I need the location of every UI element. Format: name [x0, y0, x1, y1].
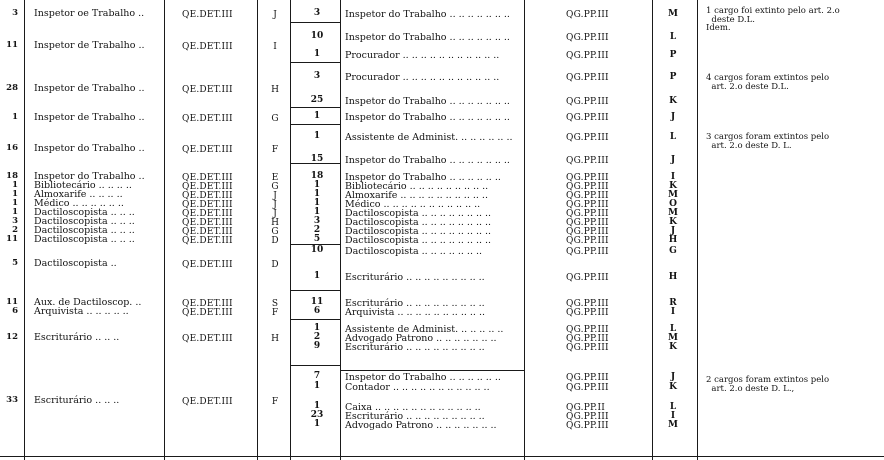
new-reference: QG.PP.III — [566, 236, 609, 246]
new-level: I — [670, 411, 676, 421]
former-level: S — [271, 299, 279, 309]
new-position: Advogado Patrono .. .. .. .. .. .. .. — [345, 420, 497, 431]
new-level: J — [670, 155, 676, 165]
column-rule — [697, 0, 698, 460]
column-rule — [340, 0, 341, 460]
new-quantity: 1 — [313, 323, 321, 333]
former-quantity: 6 — [12, 306, 18, 316]
group-rule — [290, 365, 340, 366]
new-reference: QG.PP.III — [566, 227, 609, 237]
new-quantity: 2 — [313, 225, 321, 235]
former-position: Bibliotecário .. .. .. .. — [34, 180, 132, 191]
new-quantity: 1 — [313, 271, 321, 281]
group-rule — [290, 107, 340, 108]
former-quantity: 1 — [12, 112, 18, 122]
new-position: Escriturário .. .. .. .. .. .. .. .. .. — [345, 411, 485, 422]
former-position: Dactiloscopista .. .. .. — [34, 216, 135, 227]
former-position: Almoxarife .. .. .. .. — [34, 189, 123, 200]
former-reference: QE.DET.III — [182, 299, 233, 309]
former-level: D — [271, 260, 279, 270]
new-level: M — [668, 190, 678, 200]
former-reference: QE.DET.III — [182, 42, 233, 52]
new-quantity: 23 — [310, 410, 324, 420]
new-position: Escriturário .. .. .. .. .. .. .. .. .. — [345, 342, 485, 353]
new-position: Inspetor do Trabalho .. .. .. .. .. .. .. — [345, 9, 510, 20]
former-position: Médico .. .. .. .. .. .. — [34, 198, 124, 209]
former-level: F — [271, 397, 279, 407]
new-quantity: 3 — [313, 71, 321, 81]
new-position: Dactiloscopista .. .. .. .. .. .. .. .. — [345, 235, 492, 246]
new-position: Contador .. .. .. .. .. .. .. .. .. .. .. — [345, 382, 490, 393]
group-rule — [290, 244, 340, 245]
former-quantity: 1 — [12, 189, 18, 199]
new-position: Assistente de Administ. .. .. .. .. .. .. — [345, 132, 513, 143]
former-level: E — [271, 173, 279, 183]
former-level: H — [271, 334, 279, 344]
new-quantity: 1 — [313, 381, 321, 391]
observation-note: 2 cargos foram extintos pelo art. 2.o deste D. L., — [706, 375, 830, 394]
new-quantity: 9 — [313, 341, 321, 351]
new-reference: QG.PP.III — [566, 156, 609, 166]
former-reference: QE.DET.III — [182, 397, 233, 407]
new-position: Almoxarife .. .. .. .. .. .. .. .. .. .. — [345, 190, 488, 201]
new-level: K — [669, 217, 677, 227]
new-quantity: 1 — [313, 189, 321, 199]
former-quantity: 12 — [6, 332, 18, 342]
former-position: Escriturário .. .. .. — [34, 332, 120, 343]
former-reference: QE.DET.III — [182, 227, 233, 237]
former-position: Dactiloscopista .. — [34, 258, 117, 269]
new-level: M — [668, 333, 678, 343]
observation-note: 1 cargo foi extinto pelo art. 2.o deste D.L. Idem. — [706, 6, 840, 33]
former-reference: QE.DET.III — [182, 114, 233, 124]
new-quantity: 10 — [310, 245, 324, 255]
new-quantity: 1 — [313, 111, 321, 121]
column-rule — [164, 0, 165, 460]
new-quantity: 11 — [310, 297, 324, 307]
new-reference: QG.PP.III — [566, 383, 609, 393]
new-quantity: 7 — [313, 371, 321, 381]
column-rule — [652, 0, 653, 460]
new-position: Inspetor do Trabalho .. .. .. .. .. .. — [345, 172, 501, 183]
new-position: Caixa .. .. .. .. .. .. .. .. .. .. .. .. — [345, 402, 481, 413]
group-rule — [340, 370, 524, 371]
former-level: H — [271, 218, 279, 228]
group-rule — [290, 62, 340, 63]
new-position: Dactiloscopista .. .. .. .. .. .. .. — [345, 246, 483, 257]
new-reference: QG.PP.III — [566, 191, 609, 201]
new-level: G — [669, 246, 677, 256]
new-position: Procurador .. .. .. .. .. .. .. .. .. .. .. — [345, 72, 500, 83]
group-rule — [290, 290, 340, 291]
new-quantity: 1 — [313, 49, 321, 59]
group-rule — [290, 163, 340, 164]
new-level: M — [668, 9, 678, 19]
former-reference: QE.DET.III — [182, 308, 233, 318]
group-rule — [290, 319, 340, 320]
former-reference: QE.DET.III — [182, 200, 233, 210]
new-reference: QG.PP.III — [566, 412, 609, 422]
new-level: J — [670, 226, 676, 236]
new-level: K — [669, 181, 677, 191]
observation-note: 4 cargos foram extintos pelo art. 2.o deste D.L. — [706, 73, 830, 92]
column-rule — [524, 0, 525, 460]
new-level: M — [668, 420, 678, 430]
former-quantity: 18 — [6, 171, 18, 181]
new-reference: QG.PP.III — [566, 51, 609, 61]
group-rule — [290, 124, 340, 125]
former-level: J — [273, 200, 277, 210]
new-level: L — [669, 402, 677, 412]
new-level: R — [669, 298, 677, 308]
new-reference: QG.PP.III — [566, 97, 609, 107]
observation-note: 3 cargos foram extintos pelo art. 2.o deste D. L. — [706, 132, 830, 151]
former-level: J — [273, 191, 277, 201]
new-position: Arquivista .. .. .. .. .. .. .. .. .. .. — [345, 307, 485, 318]
former-reference: QE.DET.III — [182, 260, 233, 270]
former-position: Arquivista .. .. .. .. .. — [34, 306, 129, 317]
former-quantity: 1 — [12, 207, 18, 217]
former-level: G — [271, 182, 279, 192]
new-position: Escriturário .. .. .. .. .. .. .. .. .. — [345, 298, 485, 309]
new-reference: QG.PP.III — [566, 334, 609, 344]
new-quantity: 1 — [313, 198, 321, 208]
new-reference: QG.PP.III — [566, 273, 609, 283]
former-reference: QE.DET.III — [182, 236, 233, 246]
former-level: G — [271, 227, 279, 237]
new-reference: QG.PP.III — [566, 325, 609, 335]
column-rule — [24, 0, 25, 460]
former-quantity: 11 — [6, 234, 18, 244]
new-reference: QG.PP.III — [566, 173, 609, 183]
former-quantity: 1 — [12, 198, 18, 208]
new-position: Inspetor do Trabalho .. .. .. .. .. .. .. — [345, 155, 510, 166]
new-level: M — [668, 208, 678, 218]
new-position: Inspetor do Trabalho .. .. .. .. .. .. .. — [345, 96, 510, 107]
new-level: L — [669, 132, 677, 142]
new-position: Bibliotecário .. .. .. .. .. .. .. .. .. — [345, 181, 489, 192]
new-level: P — [669, 72, 677, 82]
new-level: H — [668, 272, 678, 282]
new-quantity: 15 — [310, 154, 324, 164]
new-reference: QG.PP.III — [566, 133, 609, 143]
former-reference: QE.DET.III — [182, 10, 233, 20]
new-quantity: 25 — [310, 95, 324, 105]
new-quantity: 5 — [313, 234, 321, 244]
column-rule — [257, 0, 258, 460]
new-reference: QG.PP.III — [566, 200, 609, 210]
new-reference: QG.PP.III — [566, 421, 609, 431]
new-quantity: 6 — [313, 306, 321, 316]
former-position: Dactiloscopista .. .. .. — [34, 225, 135, 236]
former-quantity: 5 — [12, 258, 18, 268]
new-quantity: 18 — [310, 171, 324, 181]
new-position: Inspetor do Trabalho .. .. .. .. .. .. — [345, 372, 501, 383]
new-quantity: 10 — [310, 31, 324, 41]
former-reference: QE.DET.III — [182, 218, 233, 228]
new-position: Dactiloscopista .. .. .. .. .. .. .. .. — [345, 226, 492, 237]
new-level: J — [670, 372, 676, 382]
former-level: J — [273, 10, 277, 20]
new-level: K — [669, 382, 677, 392]
new-position: Dactiloscopista .. .. .. .. .. .. .. .. — [345, 208, 492, 219]
former-reference: QE.DET.III — [182, 334, 233, 344]
column-rule — [290, 0, 291, 460]
former-level: F — [271, 144, 279, 155]
new-position: Procurador .. .. .. .. .. .. .. .. .. .. .. — [345, 50, 500, 61]
new-level: O — [669, 199, 677, 209]
new-reference: QG.PP.II — [566, 403, 605, 413]
former-position: Inspetor do Trabalho .. — [34, 171, 145, 182]
former-position: Inspetor de Trabalho .. — [34, 40, 145, 51]
new-quantity: 3 — [313, 8, 321, 18]
new-position: Assistente de Administ. .. .. .. .. .. — [345, 324, 504, 335]
former-reference: QE.DET.III — [182, 144, 233, 155]
new-level: L — [669, 32, 677, 42]
former-position: Dactiloscopista .. .. .. — [34, 234, 135, 245]
new-reference: QG.PP.III — [566, 209, 609, 219]
former-position: Inspetor oe Trabalho .. — [34, 8, 145, 19]
former-level: G — [271, 114, 279, 124]
new-reference: QG.PP.III — [566, 73, 609, 83]
new-reference: QG.PP.III — [566, 343, 609, 353]
former-reference: QE.DET.III — [182, 191, 233, 201]
new-level: J — [670, 112, 676, 122]
former-level: H — [271, 85, 279, 95]
former-reference: QE.DET.III — [182, 182, 233, 192]
new-reference: QG.PP.III — [566, 218, 609, 228]
new-position: Inspetor do Trabalho .. .. .. .. .. .. .. — [345, 32, 510, 43]
new-position: Dactiloscopista .. .. .. .. .. .. .. .. — [345, 217, 492, 228]
new-position: Inspetor do Trabalho .. .. .. .. .. .. .. — [345, 112, 510, 123]
former-quantity: 11 — [6, 297, 18, 307]
new-reference: QG.PP.III — [566, 10, 609, 20]
new-quantity: 1 — [313, 419, 321, 429]
new-level: K — [669, 96, 677, 106]
new-quantity: 1 — [313, 401, 321, 411]
former-quantity: 1 — [12, 180, 18, 190]
former-quantity: 3 — [12, 8, 18, 18]
group-rule — [290, 22, 340, 23]
new-reference: QG.PP.III — [566, 33, 609, 43]
new-level: L — [669, 324, 677, 334]
new-quantity: 1 — [313, 180, 321, 190]
former-position: Escriturário .. .. .. — [34, 395, 120, 406]
new-quantity: 1 — [313, 207, 321, 217]
new-quantity: 2 — [313, 332, 321, 342]
new-reference: QG.PP.III — [566, 113, 609, 123]
former-quantity: 2 — [12, 225, 18, 235]
former-reference: QE.DET.III — [182, 173, 233, 183]
former-quantity: 28 — [6, 83, 18, 93]
new-level: I — [670, 307, 676, 317]
new-level: H — [668, 235, 678, 245]
former-level: D — [271, 236, 279, 246]
former-reference: QE.DET.III — [182, 85, 233, 95]
new-reference: QG.PP.III — [566, 308, 609, 318]
former-position: Dactiloscopista .. .. .. — [34, 207, 135, 218]
former-quantity: 33 — [6, 395, 18, 405]
new-quantity: 1 — [313, 131, 321, 141]
bottom-rule — [0, 456, 884, 457]
new-position: Advogado Patrono .. .. .. .. .. .. .. — [345, 333, 497, 344]
former-level: J — [273, 209, 277, 219]
former-level: I — [273, 42, 277, 52]
former-position: Aux. de Dactiloscop. .. — [34, 297, 142, 308]
new-reference: QG.PP.III — [566, 299, 609, 309]
new-reference: QG.PP.III — [566, 247, 609, 257]
former-position: Inspetor do Trabalho .. — [34, 142, 145, 154]
former-quantity: 3 — [12, 216, 18, 226]
new-position: Escriturário .. .. .. .. .. .. .. .. .. — [345, 272, 485, 283]
new-reference: QG.PP.III — [566, 373, 609, 383]
former-position: Inspetor de Trabalho .. — [34, 83, 145, 94]
new-level: K — [669, 342, 677, 352]
former-reference: QE.DET.III — [182, 209, 233, 219]
new-quantity: 3 — [313, 216, 321, 226]
former-position: Inspetor de Trabalho .. — [34, 112, 145, 123]
former-level: F — [271, 308, 279, 318]
new-level: I — [670, 172, 676, 182]
new-position: Médico .. .. .. .. .. .. .. .. .. .. .. — [345, 199, 481, 210]
former-quantity: 11 — [6, 40, 18, 50]
new-level: P — [669, 50, 677, 60]
former-quantity: 16 — [6, 142, 18, 153]
new-reference: QG.PP.III — [566, 182, 609, 192]
